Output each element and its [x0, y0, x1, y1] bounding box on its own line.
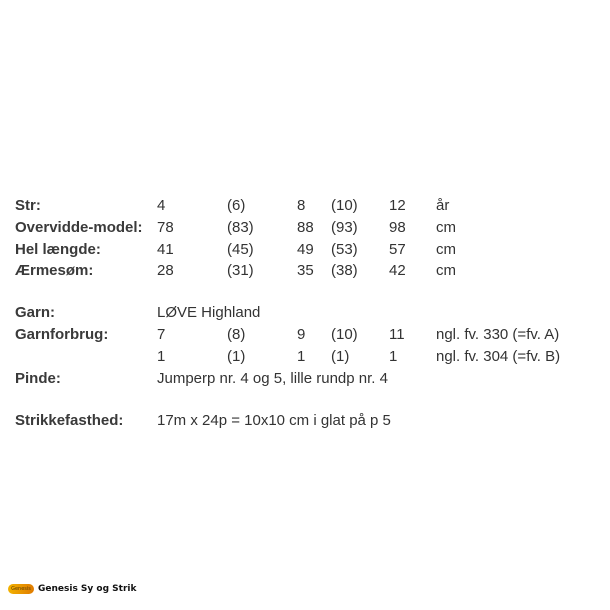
chest-width-value: 88	[297, 219, 314, 236]
needles-value: Jumperp nr. 4 og 5, lille rundp nr. 4	[157, 370, 388, 387]
sizes-label: Str:	[15, 197, 41, 214]
yarn-usage-value: 1	[389, 348, 398, 365]
sleeve-seam-value: (31)	[227, 262, 254, 279]
yarn-usage-value: 7	[157, 326, 166, 343]
total-length-label: Hel længde:	[15, 241, 101, 258]
total-length-value: 57	[389, 241, 406, 258]
yarn-usage-unit: ngl. fv. 330 (=fv. A)	[436, 326, 560, 343]
yarn-usage-value: (8)	[227, 326, 246, 343]
total-length-value: 41	[157, 241, 174, 258]
sleeve-seam-value: 35	[297, 262, 314, 279]
sleeve-seam-value: (38)	[331, 262, 358, 279]
chest-width-value: (93)	[331, 219, 358, 236]
size-value: 4	[157, 197, 166, 214]
sleeve-seam-unit: cm	[436, 262, 456, 279]
size-unit: år	[436, 197, 450, 214]
total-length-value: 49	[297, 241, 314, 258]
total-length-value: (45)	[227, 241, 254, 258]
chest-width-value: (83)	[227, 219, 254, 236]
sleeve-seam-label: Ærmesøm:	[15, 262, 94, 279]
total-length-value: (53)	[331, 241, 358, 258]
brand-footer	[8, 584, 136, 594]
yarn-label: Garn:	[15, 304, 56, 321]
chest-width-value: 98	[389, 219, 406, 236]
yarn-usage-value: 1	[297, 348, 306, 365]
yarn-usage-unit: ngl. fv. 304 (=fv. B)	[436, 348, 561, 365]
brand-logo: Genesis	[8, 584, 34, 594]
gauge-label: Strikkefasthed:	[15, 412, 124, 429]
brand-name: Genesis Sy og Strik	[38, 584, 137, 594]
gauge-value: 17m x 24p = 10x10 cm i glat på p 5	[157, 412, 391, 429]
chest-width-value: 78	[157, 219, 174, 236]
yarn-usage-value: (10)	[331, 326, 358, 343]
yarn-usage-value: (1)	[227, 348, 246, 365]
yarn-usage-label: Garnforbrug:	[15, 326, 109, 343]
needles-label: Pinde:	[15, 370, 61, 387]
yarn-usage-value: 11	[389, 326, 405, 343]
yarn-usage-value: (1)	[331, 348, 350, 365]
size-value: 8	[297, 197, 306, 214]
chest-width-unit: cm	[436, 219, 456, 236]
yarn-value: LØVE Highland	[157, 304, 261, 321]
sleeve-seam-value: 42	[389, 262, 406, 279]
sleeve-seam-value: 28	[157, 262, 174, 279]
total-length-unit: cm	[436, 241, 456, 258]
size-value: (6)	[227, 197, 246, 214]
yarn-usage-value: 1	[157, 348, 166, 365]
size-value: 12	[389, 197, 406, 214]
size-value: (10)	[331, 197, 358, 214]
chest-width-label: Overvidde-model:	[15, 219, 143, 236]
yarn-usage-value: 9	[297, 326, 306, 343]
